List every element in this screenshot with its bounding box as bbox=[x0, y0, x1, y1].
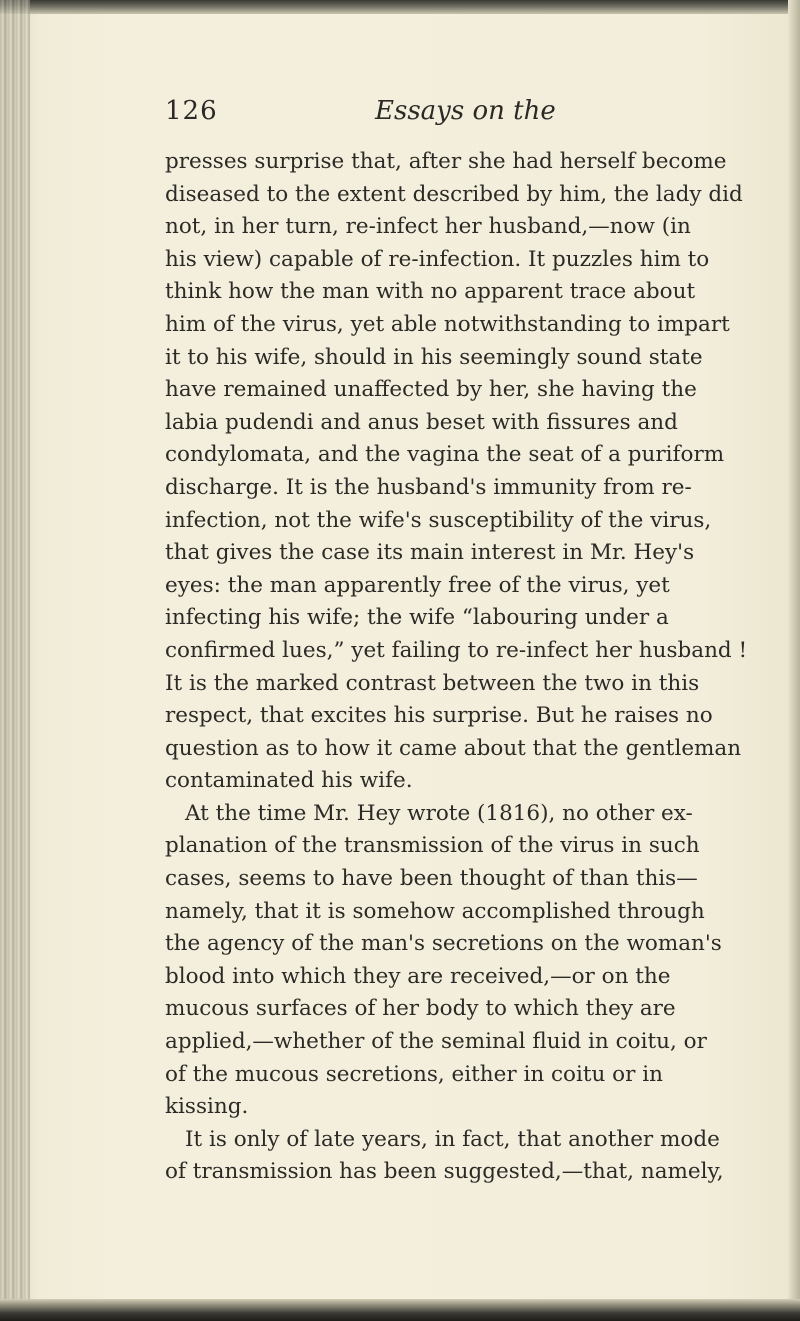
text-line: question as to how it came about that the gentleman bbox=[165, 735, 742, 761]
paragraph-start-line: It is only of late years, in fact, that another mode bbox=[185, 1126, 720, 1152]
text-line: It is the marked contrast between the two in this bbox=[165, 670, 700, 696]
page-number: 126 bbox=[165, 96, 218, 126]
text-line: planation of the transmission of the virus in such bbox=[165, 833, 700, 859]
text-line: kissing. bbox=[165, 1094, 249, 1120]
text-line: confirmed lues,” yet failing to re-infect her husband ! bbox=[165, 637, 748, 663]
text-line: cases, seems to have been thought of than this— bbox=[165, 866, 698, 892]
text-line: have remained unaffected by her, she having the bbox=[165, 377, 697, 403]
body-text bbox=[165, 146, 765, 1189]
text-line: not, in her turn, re-infect her husband,—now (in bbox=[165, 214, 691, 240]
paragraph-start-line: At the time Mr. Hey wrote (1816), no other ex- bbox=[185, 800, 693, 826]
text-line: eyes: the man apparently free of the virus, yet bbox=[165, 572, 670, 598]
text-line: it to his wife, should in his seemingly sound state bbox=[165, 344, 703, 370]
text-line: labia pudendi and anus beset with fissures and bbox=[165, 409, 678, 435]
text-line: infection, not the wife's susceptibility of the virus, bbox=[165, 507, 712, 533]
text-line: think how the man with no apparent trace about bbox=[165, 279, 696, 305]
text-line: discharge. It is the husband's immunity from re- bbox=[165, 474, 692, 500]
page-right-edge bbox=[788, 0, 800, 1321]
text-line: contaminated his wife. bbox=[165, 768, 413, 794]
text-line: him of the virus, yet able notwithstanding to impart bbox=[165, 311, 730, 337]
text-line: applied,—whether of the seminal fluid in coitu, or bbox=[165, 1029, 707, 1055]
text-line: mucous surfaces of her body to which they are bbox=[165, 996, 676, 1022]
text-line: of the mucous secretions, either in coitu or in bbox=[165, 1061, 663, 1087]
text-line: the agency of the man's secretions on the woman's bbox=[165, 931, 722, 957]
book-spine-edge bbox=[0, 0, 30, 1321]
text-line: presses surprise that, after she had herself become bbox=[165, 149, 727, 174]
text-line: of transmission has been suggested,—that, namely, bbox=[165, 1159, 724, 1185]
text-line: blood into which they are received,—or on the bbox=[165, 963, 671, 989]
text-line: respect, that excites his surprise. But he raises no bbox=[165, 703, 713, 729]
page-header bbox=[165, 96, 705, 136]
page-top-edge bbox=[0, 0, 800, 14]
text-line: condylomata, and the vagina the seat of a puriform bbox=[165, 442, 725, 468]
text-line: infecting his wife; the wife “labouring under a bbox=[165, 605, 669, 631]
text-line: diseased to the extent described by him, the lady did bbox=[165, 181, 743, 207]
running-title: Essays on the bbox=[375, 96, 556, 126]
text-line: namely, that it is somehow accomplished through bbox=[165, 898, 705, 924]
text-line: that gives the case its main interest in Mr. Hey's bbox=[165, 540, 695, 566]
page-bottom-edge bbox=[0, 1299, 800, 1321]
text-line: his view) capable of re-infection. It puzzles him to bbox=[165, 246, 710, 272]
